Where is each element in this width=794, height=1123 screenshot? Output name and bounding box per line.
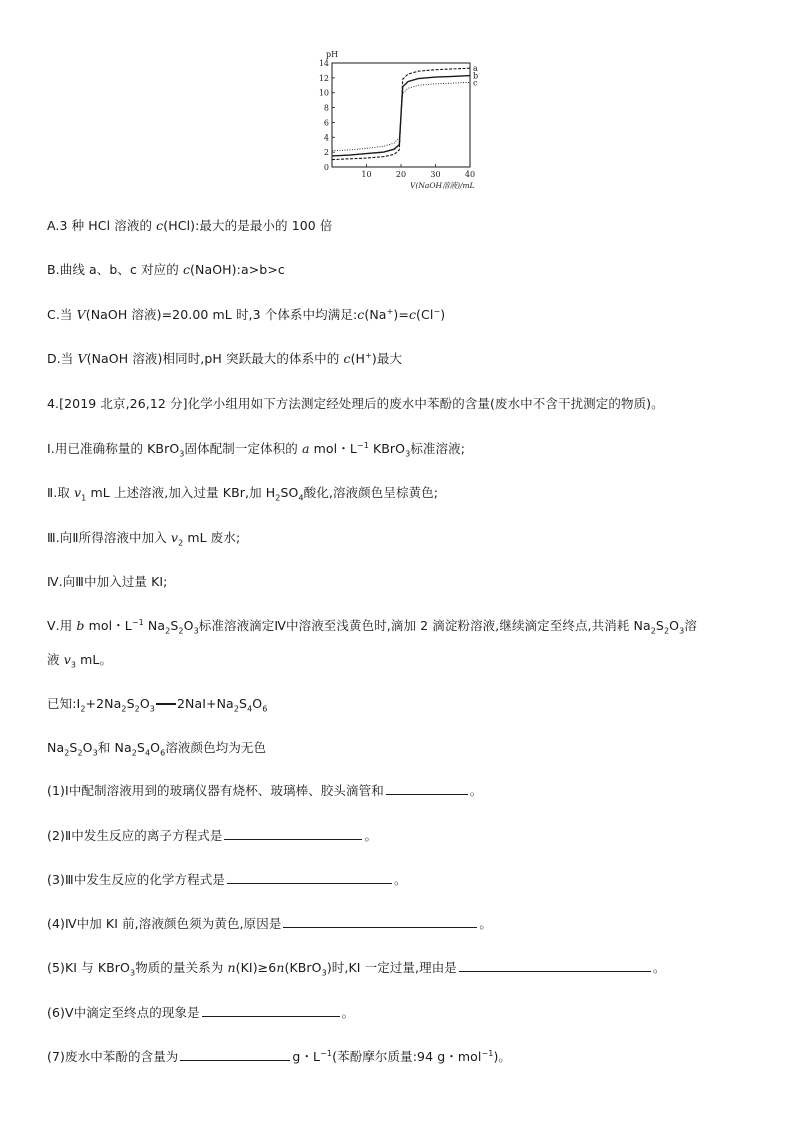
- subquestion-4: (4)Ⅳ中加 KI 前,溶液颜色须为黄色,原因是 。: [47, 916, 493, 931]
- equals-sign: [156, 703, 176, 706]
- subquestion-1: (1)Ⅰ中配制溶液用到的玻璃仪器有烧杯、玻璃棒、胶头滴管和 。: [47, 783, 483, 798]
- q4-step-5: Ⅴ.用 b mol・$L^{-1}$ $Na_2S_2O_3$标准溶液滴定Ⅳ中溶液至浅黄色时,滴加 2 滴淀粉溶液,继续滴定至终点,共消耗 $Na_2S_2O_3$溶: [47, 617, 697, 636]
- x-tick-label: 10: [361, 170, 372, 179]
- answer-blank-6[interactable]: [202, 1004, 340, 1017]
- answer-blank-5[interactable]: [459, 959, 651, 972]
- answer-blank-4[interactable]: [283, 915, 477, 928]
- subquestion-5: (5)KI 与 KBrO$_3$物质的量关系为 n(KI)≥6n(KBrO$_3$)时,KI 一定过量,理由是 。: [47, 960, 666, 978]
- known-equation: 已知$:I_2+2Na_2S_2O_3$ $2NaI+Na_2S_4O_6$: [47, 696, 268, 714]
- subquestion-3: (3)Ⅲ中发生反应的化学方程式是 。: [47, 872, 407, 887]
- y-tick-label: 8: [323, 103, 329, 113]
- q4-step-1: Ⅰ.用已准确称量的 KBrO$_3$固体配制一定体积的 a mol・$L^{-1}$ KBrO$_3$标准溶液;: [47, 440, 466, 459]
- curve-label-a: a: [473, 64, 478, 74]
- option-c: C.当 V(NaOH 溶液)=20.00 mL 时,3 个体系中均满足:c(Na+)=c(Cl−): [47, 306, 446, 322]
- q4-step-3: Ⅲ.向Ⅱ所得溶液中加入 $v_2$ mL 废水;: [47, 530, 241, 548]
- y-tick-label: 6: [323, 118, 329, 128]
- y-tick-label: 12: [318, 73, 329, 83]
- x-tick-label: 40: [464, 170, 476, 179]
- curve-b: [332, 76, 470, 156]
- x-tick-label: 30: [430, 170, 441, 179]
- y-tick-label: 10: [318, 88, 329, 98]
- answer-blank-3[interactable]: [227, 871, 392, 884]
- subquestion-2: (2)Ⅱ中发生反应的离子方程式是 。: [47, 828, 378, 843]
- option-b: B.曲线 a、b、c 对应的 c(NaOH):a>b>c: [47, 262, 285, 277]
- y-tick-label: 0: [323, 163, 329, 172]
- q4-step-2: Ⅱ.取 $v_1$ mL 上述溶液,加入过量 KBr,加 $H_2SO_4$酸化,溶液颜色呈棕黄色;: [47, 485, 439, 503]
- q4-step-4: Ⅳ.向Ⅲ中加入过量 KI;: [47, 574, 168, 589]
- answer-blank-2[interactable]: [224, 827, 362, 840]
- x-axis-label: V(NaOH溶液)/mL: [410, 181, 475, 190]
- y-axis-label: pH: [326, 50, 339, 59]
- titration-chart-svg: [318, 46, 488, 194]
- subquestion-6: (6)Ⅴ中滴定至终点的现象是 。: [47, 1005, 355, 1020]
- q4-heading: 4.[2019 北京,26,12 分]化学小组用如下方法测定经处理后的废水中苯酚的含量(废水中不含干扰测定的物质)。: [47, 396, 664, 411]
- option-d: D.当 V(NaOH 溶液)相同时,pH 突跃最大的体系中的 c(H+)最大: [47, 350, 403, 366]
- y-tick-label: 14: [318, 59, 329, 68]
- answer-blank-7[interactable]: [180, 1048, 290, 1061]
- answer-blank-1[interactable]: [386, 782, 468, 795]
- known-colorless: $Na_2S_2O_3$和 $Na_2S_4O_6$溶液颜色均为无色: [47, 740, 267, 758]
- y-tick-label: 4: [323, 133, 329, 143]
- option-a: A.3 种 HCl 溶液的 c(HCl):最大的是最小的 100 倍: [47, 218, 333, 233]
- q4-step-5-cont: 液 $v_3$ mL。: [47, 652, 113, 670]
- x-tick-label: 20: [395, 170, 407, 179]
- y-tick-label: 2: [323, 148, 329, 158]
- subquestion-7: (7)废水中苯酚的含量为 g・$L^{-1}$(苯酚摩尔质量:94 g・mol$^{-1}$)。: [47, 1048, 512, 1064]
- curve-label-b: b: [473, 71, 479, 81]
- titration-chart: [318, 46, 488, 194]
- curve-label-c: c: [473, 78, 478, 88]
